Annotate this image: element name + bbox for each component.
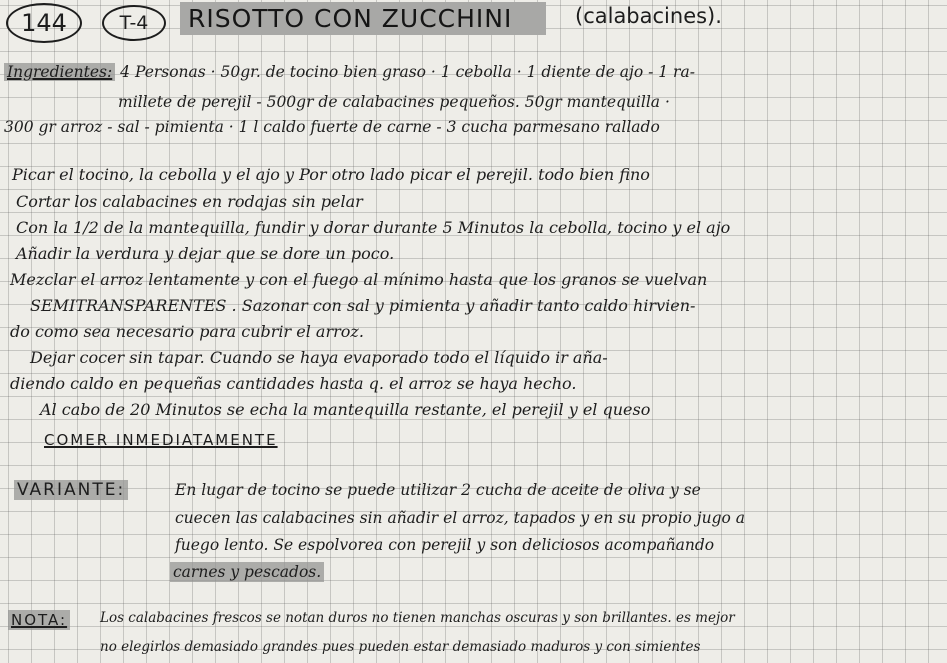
serve-note: COMER INMEDIATAMENTE xyxy=(44,431,278,449)
ingredients-line-3: 300 gr arroz - sal - pimienta · 1 l caldo fuerte de carne - 3 cucha parmesano rallado xyxy=(4,118,660,136)
step-line-3: Con la 1/2 de la mantequilla, fundir y dorar durante 5 Minutos la cebolla, tocino y el ajo xyxy=(16,218,731,237)
step-line-4: Añadir la verdura y dejar que se dore un poco. xyxy=(16,244,395,263)
step-line-2: Cortar los calabacines en rodajas sin pelar xyxy=(16,192,363,211)
variant-line-1: En lugar de tocino se puede utilizar 2 cucha de aceite de oliva y se xyxy=(175,481,701,499)
ingredients-text-1: 4 Personas · 50gr. de tocino bien graso · 1 cebolla · 1 diente de ajo - 1 ra- xyxy=(120,63,695,81)
recipe-title-text: RISOTTO CON ZUCCHINI xyxy=(188,4,513,33)
step-line-8: Dejar cocer sin tapar. Cuando se haya evaporado todo el líquido ir aña- xyxy=(30,348,608,367)
variant-line-2: cuecen las calabacines sin añadir el arroz, tapados y en su propio jugo a xyxy=(175,509,746,527)
ingredients-line-1 xyxy=(4,62,695,82)
nota-line-2: no elegirlos demasiado grandes pues pueden estar demasiado maduros y con simientes xyxy=(100,639,701,655)
page-number-circle xyxy=(6,3,82,43)
step-line-5: Mezclar el arroz lentamente y con el fuego al mínimo hasta que los granos se vuelvan xyxy=(10,270,708,289)
step-line-1: Picar el tocino, la cebolla y el ajo y Por otro lado picar el perejil. todo bien fino xyxy=(12,165,650,184)
recipe-code: T-4 xyxy=(119,12,149,34)
step-line-6: SEMITRANSPARENTES . Sazonar con sal y pimienta y añadir tanto caldo hirvien- xyxy=(30,296,696,315)
ingredients-line-2: millete de perejil - 500gr de calabacines pequeños. 50gr mantequilla · xyxy=(118,93,670,111)
nota-line-1: Los calabacines frescos se notan duros no tienen manchas oscuras y son brillantes. es mejor xyxy=(100,610,735,626)
nota-label: NOTA: xyxy=(8,610,70,630)
title-note: (calabacines). xyxy=(575,4,722,28)
ingredients-label: Ingredientes: xyxy=(4,63,115,81)
recipe-code-circle xyxy=(102,5,166,41)
variant-label: VARIANTE: xyxy=(14,480,128,500)
variant-line-3 xyxy=(175,535,714,555)
variant-line-3-text: fuego lento. Se espolvorea con perejil y son deliciosos acompañando xyxy=(175,536,715,554)
variant-line-4: carnes y pescados. xyxy=(170,562,324,582)
step-line-9: diendo caldo en pequeñas cantidades hasta q. el arroz se haya hecho. xyxy=(10,374,577,393)
recipe-title xyxy=(180,2,546,35)
step-line-7: do como sea necesario para cubrir el arroz. xyxy=(10,322,364,341)
page-number: 144 xyxy=(21,9,67,37)
step-line-10: Al cabo de 20 Minutos se echa la mantequilla restante, el perejil y el queso xyxy=(40,400,651,419)
